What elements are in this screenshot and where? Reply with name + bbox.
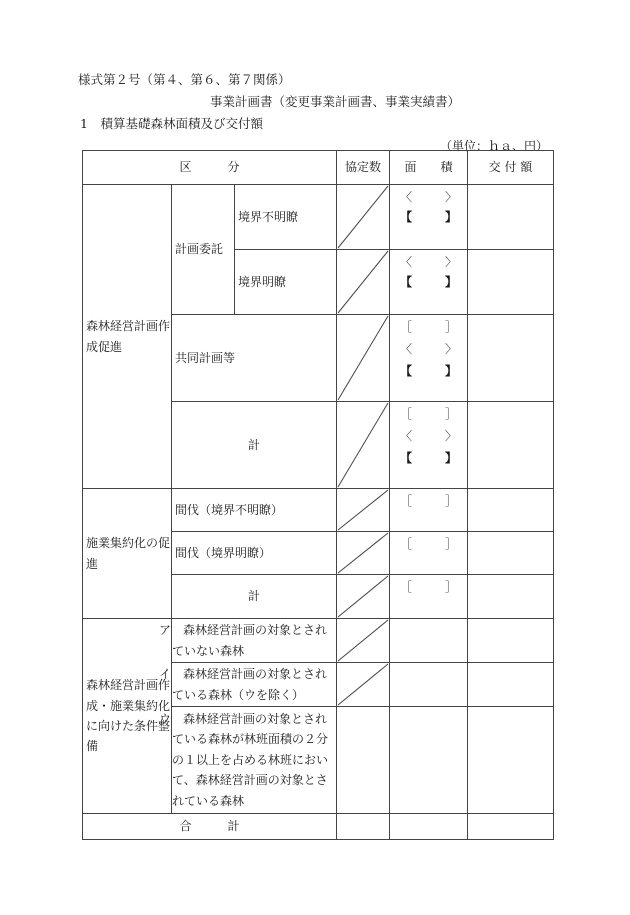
item-u-label: ウ 森林経営計画の対象とされている森林が林班面積の２分の１以上を占める林班において、森林経営計画の対象とされている森林 — [172, 707, 337, 814]
header-category: 区 分 — [83, 151, 337, 185]
slash-cell — [337, 619, 390, 663]
grant-cell[interactable] — [468, 814, 554, 840]
item-i-label: イ 森林経営計画の対象とされている森林（ウを除く） — [172, 663, 337, 707]
slash-cell — [337, 250, 390, 315]
joint-plan-label: 共同計画等 — [172, 315, 337, 402]
boundary-unclear-label: 境界不明瞭 — [235, 185, 337, 250]
area-cell[interactable]: ［ ］ 〈 〉 【 】 — [390, 315, 468, 402]
item-a-label: ア 森林経営計画の対象とされていない森林 — [172, 619, 337, 663]
slash-cell — [337, 575, 390, 619]
slash-cell — [337, 489, 390, 532]
total-label: 合 計 — [83, 814, 337, 840]
slash-cell — [337, 663, 390, 707]
area-cell[interactable]: ［ ］ 〈 〉 【 】 — [390, 402, 468, 489]
table-header-row — [83, 151, 554, 185]
grant-cell[interactable] — [468, 185, 554, 250]
grant-cell[interactable] — [468, 619, 554, 663]
total-row — [83, 814, 554, 840]
section-heading: 1 積算基礎森林面積及び交付額 — [80, 116, 263, 131]
area-cell[interactable] — [390, 619, 468, 663]
grant-cell[interactable] — [468, 575, 554, 619]
slash-cell — [337, 402, 390, 489]
area-cell[interactable]: ［ ］ — [390, 575, 468, 619]
area-grant-table — [82, 150, 554, 840]
area-cell[interactable] — [390, 663, 468, 707]
grant-cell[interactable] — [468, 489, 554, 532]
area-cell[interactable]: 〈 〉 【 】 — [390, 185, 468, 250]
grant-cell[interactable] — [468, 707, 554, 814]
area-cell[interactable] — [390, 707, 468, 814]
form-number: 様式第２号（第４、第６、第７関係） — [78, 72, 291, 87]
table-row — [83, 489, 554, 532]
group1-subtotal-label: 計 — [172, 402, 337, 489]
table-row — [83, 619, 554, 663]
grant-cell[interactable] — [468, 250, 554, 315]
grant-cell[interactable] — [468, 532, 554, 575]
group2-subtotal-label: 計 — [172, 575, 337, 619]
area-cell[interactable]: 〈 〉 【 】 — [390, 250, 468, 315]
slash-cell — [337, 185, 390, 250]
slash-cell — [337, 532, 390, 575]
thinning-clear-label: 間伐（境界明瞭） — [172, 532, 337, 575]
agreements-cell[interactable] — [337, 707, 390, 814]
document-title: 事業計画書（変更事業計画書、事業実績書） — [209, 94, 460, 109]
area-cell[interactable]: ［ ］ — [390, 532, 468, 575]
header-area: 面 積 — [390, 151, 468, 185]
area-cell[interactable] — [390, 814, 468, 840]
boundary-clear-label: 境界明瞭 — [235, 250, 337, 315]
unit-note: （単位：ｈａ、円） — [439, 139, 548, 153]
slash-cell — [337, 315, 390, 402]
header-agreements: 協定数 — [337, 151, 390, 185]
thinning-unclear-label: 間伐（境界不明瞭） — [172, 489, 337, 532]
grant-cell[interactable] — [468, 402, 554, 489]
grant-cell[interactable] — [468, 315, 554, 402]
grant-cell[interactable] — [468, 663, 554, 707]
header-grant: 交 付 額 — [468, 151, 554, 185]
group2-label: 施業集約化の促進 — [83, 489, 172, 619]
group1-label: 森林経営計画作成促進 — [83, 185, 172, 489]
area-cell[interactable]: ［ ］ — [390, 489, 468, 532]
agreements-cell[interactable] — [337, 814, 390, 840]
group3-label: 森林経営計画作成・施業集約化に向けた条件整備 — [83, 619, 172, 814]
table-row — [83, 185, 554, 250]
plan-commission-label: 計画委託 — [172, 185, 235, 315]
